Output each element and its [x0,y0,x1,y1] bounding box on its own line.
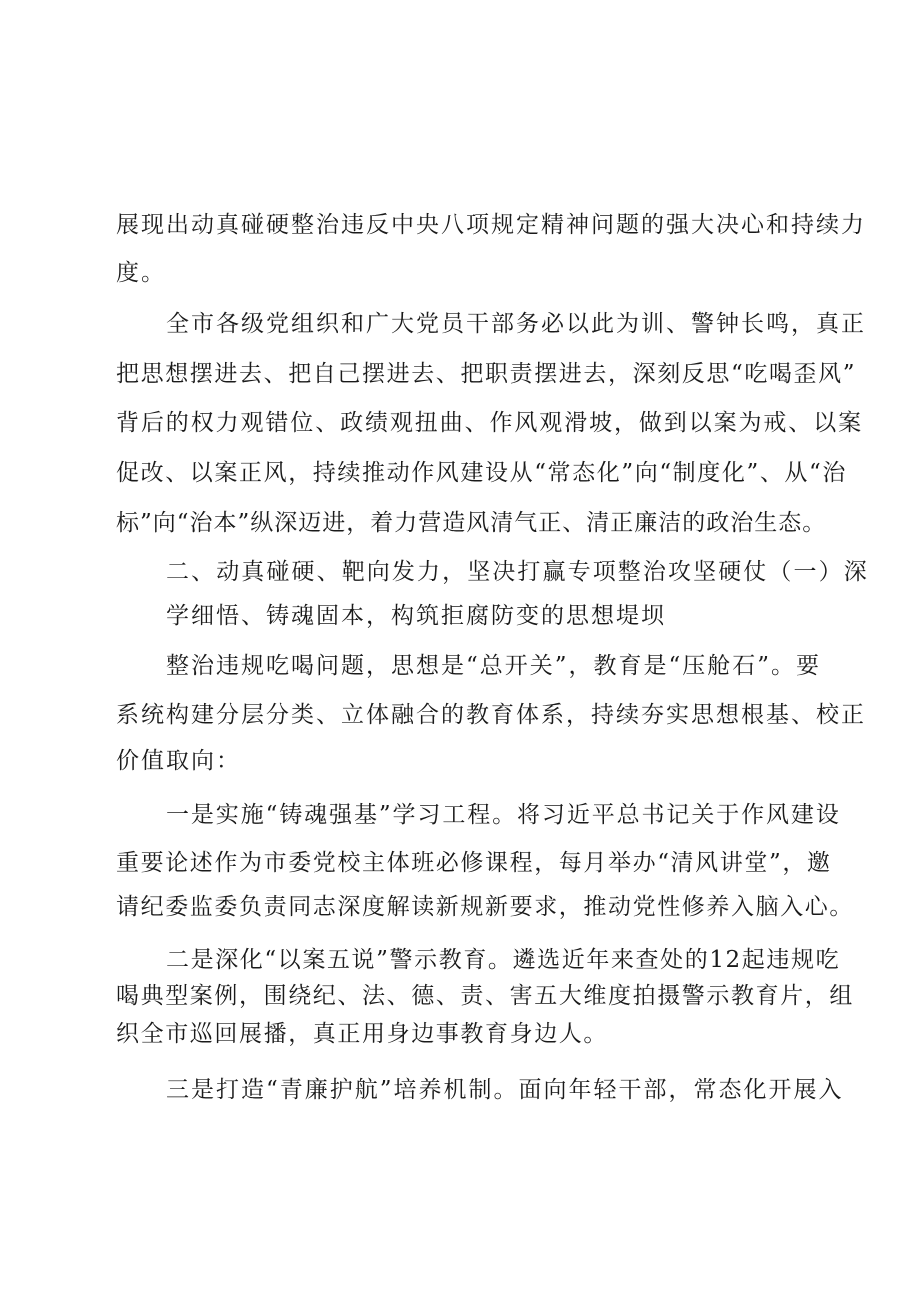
body-text-line: 系统构建分层分类、立体融合的教育体系，持续夯实思想根基、校正 [116,702,866,728]
paragraph-text-line: 全市各级党组织和广大党员干部务必以此为训、警钟长鸣，真正 [166,311,866,337]
paragraph-text-line: 二是深化“以案五说”警示教育。遴选近年来查处的12起违规吃 [166,947,841,973]
section-heading-line: 二、动真碰硬、靶向发力，坚决打赢专项整治攻坚硬仗（一）深 [166,559,869,585]
body-text-line: 喝典型案例，围绕纪、法、德、责、害五大维度拍摄警示教育片，组 [116,983,854,1009]
body-text-line: 价值取向： [116,748,241,774]
body-text-line: 背后的权力观错位、政绩观扭曲、作风观滑坡，做到以案为戒、以案 [116,410,863,436]
body-text-line: 标”向“治本”纵深迈进，着力营造风清气正、清正廉洁的政治生态。 [116,510,827,536]
body-text-line: 重要论述作为市委党校主体班必修课程，每月举办“清风讲堂”，邀 [116,850,832,876]
body-text-line: 促改、以案正风，持续推动作风建设从“常态化”向“制度化”、从“治 [116,460,847,486]
paragraph-text-line: 三是打造“青廉护航”培养机制。面向年轻干部，常态化开展入 [166,1077,844,1103]
body-text-line: 度。 [116,260,166,286]
paragraph-text-line: 整治违规吃喝问题，思想是“总开关”，教育是“压舱石”。要 [166,653,822,679]
body-text-line: 把思想摆进去、把自己摆进去、把职责摆进去，深刻反思“吃喝歪风” [116,361,857,387]
body-text-line: 展现出动真碰硬整治违反中央八项规定精神问题的强大决心和持续力 [116,212,866,238]
body-text-line: 请纪委监委负责同志深度解读新规新要求，推动党性修养入脑入心。 [116,894,854,920]
body-text-line: 织全市巡回展播，真正用身边事教育身边人。 [116,1021,608,1047]
section-heading-line: 学细悟、铸魂固本，构筑拒腐防变的思想堤坝 [166,603,666,629]
paragraph-text-line: 一是实施“铸魂强基”学习工程。将习近平总书记关于作风建设 [166,802,841,828]
